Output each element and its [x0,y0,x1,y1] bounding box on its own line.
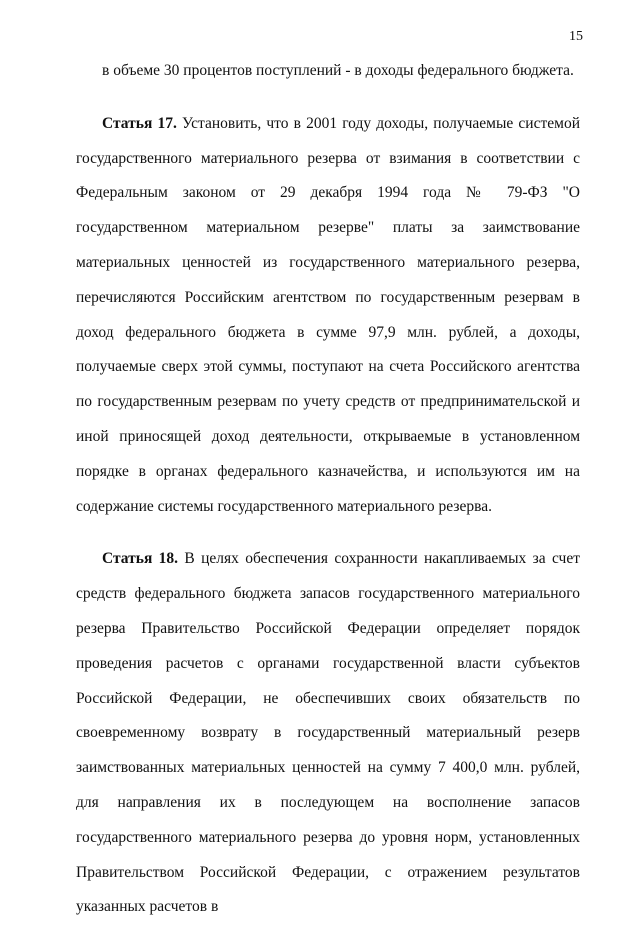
page-number: 15 [569,29,583,44]
article-17-paragraph [76,107,580,525]
article-18-paragraph [76,542,580,925]
article-18-heading: Статья 18. [102,550,179,568]
article-17-text: Установить, что в 2001 году доходы, получаемые системой государственного материального резерва от взимания в соответствии с Федеральным законом от 29 декабря 1994 года № 79-ФЗ "О государственном материальном резерве" платы за заимствование материальных ценностей из государственного материального резерва, перечисляются Российским агентством по государственным резервам в доход федерального бюджета в сумме 97,9 млн. рублей, а доходы, получаемые сверх этой суммы, поступают на счета Российского агентства по государственным резервам по учету средств от предпринимательской и иной приносящей доход деятельности, открываемые в установленном порядке в органах федерального казначейства, и используются им на содержание системы государственного материального резерва. [76,114,580,515]
continuation-paragraph: в объеме 30 процентов поступлений - в доходы федерального бюджета. [102,62,574,79]
paragraph-spacer [76,524,580,542]
document-body [76,54,580,925]
paragraph-spacer [76,89,580,107]
article-17-heading: Статья 17. [102,114,177,132]
article-18-text: В целях обеспечения сохранности накапливаемых за счет средств федерального бюджета запасов государственного материального резерва Правительство Российской Федерации определяет порядок проведения расчетов с органами государственной власти субъектов Российской Федерации, не обеспечивших своих обязательств по своевременному возврату в государственный материальный резерв заимствованных материальных ценностей на сумму 7 400,0 млн. рублей, для направления их в последующем на восполнение запасов государственного материального резерва до уровня норм, установленных Правительством Российской Федерации, с отражением результатов указанных расчетов в [76,550,580,916]
